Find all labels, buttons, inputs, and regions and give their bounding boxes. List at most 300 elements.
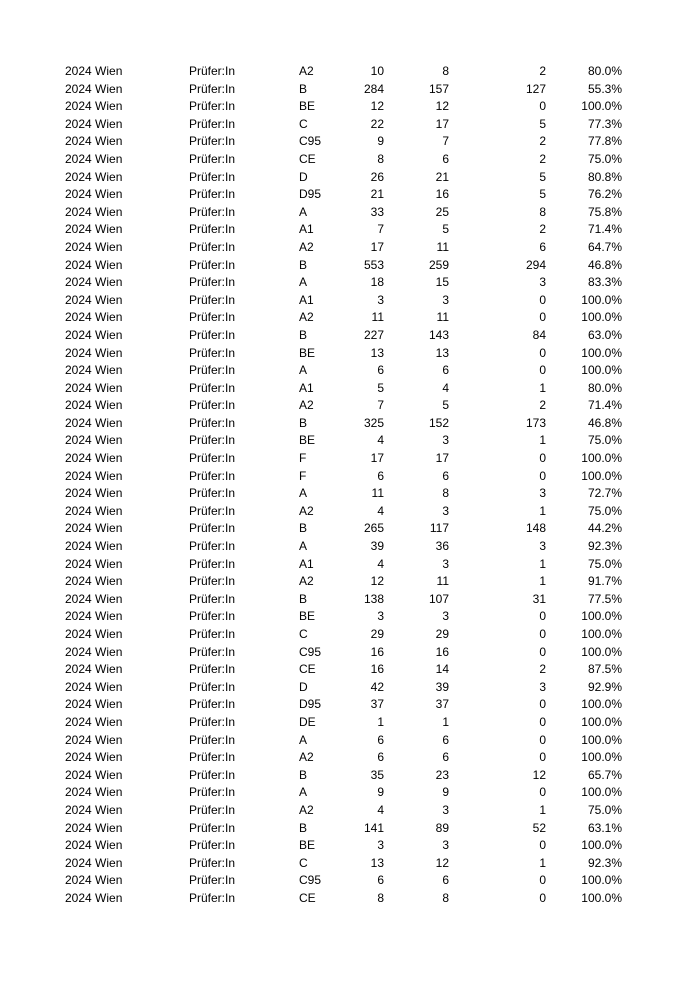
cell-pass-rate: 100.0% [581, 609, 622, 624]
cell-year-city: 2024 Wien [65, 890, 123, 905]
cell-role: Prüfer:In [189, 539, 236, 554]
cell-total: 4 [377, 433, 384, 448]
cell-failed: 84 [532, 327, 546, 342]
cell-passed: 6 [442, 468, 449, 483]
cell-year-city: 2024 Wien [65, 873, 123, 888]
cell-passed: 13 [435, 345, 449, 360]
cell-pass-rate: 100.0% [581, 363, 622, 378]
cell-pass-rate: 83.3% [587, 275, 622, 290]
cell-pass-rate: 100.0% [581, 697, 622, 712]
cell-failed: 0 [539, 363, 546, 378]
cell-license-class: D95 [299, 187, 322, 202]
cell-passed: 17 [435, 451, 449, 466]
cell-year-city: 2024 Wien [65, 257, 123, 272]
cell-year-city: 2024 Wien [65, 64, 123, 78]
cell-role: Prüfer:In [189, 732, 236, 747]
cell-license-class: B [299, 521, 308, 536]
cell-pass-rate: 63.0% [587, 327, 622, 342]
cell-total: 39 [370, 539, 384, 554]
cell-license-class: A2 [299, 802, 314, 817]
cell-total: 29 [370, 627, 384, 641]
cell-passed: 143 [428, 327, 449, 342]
table-row [0, 503, 700, 521]
cell-role: Prüfer:In [189, 838, 236, 853]
cell-license-class: D [299, 169, 308, 184]
cell-pass-rate: 100.0% [581, 873, 622, 888]
cell-passed: 3 [442, 556, 449, 571]
cell-year-city: 2024 Wien [65, 802, 123, 817]
cell-year-city: 2024 Wien [65, 750, 123, 765]
cell-license-class: A2 [299, 503, 314, 518]
table-row [0, 485, 700, 503]
cell-year-city: 2024 Wien [65, 187, 123, 202]
cell-license-class: A [299, 363, 308, 378]
cell-passed: 12 [435, 99, 449, 114]
cell-pass-rate: 65.7% [587, 767, 622, 782]
cell-pass-rate: 76.2% [587, 187, 622, 202]
cell-passed: 117 [429, 521, 449, 536]
cell-total: 8 [377, 890, 384, 905]
cell-passed: 11 [436, 310, 449, 325]
cell-year-city: 2024 Wien [65, 838, 123, 853]
cell-total: 8 [377, 151, 384, 166]
cell-failed: 0 [539, 714, 546, 729]
cell-year-city: 2024 Wien [65, 345, 123, 360]
cell-pass-rate: 77.8% [587, 134, 622, 149]
cell-role: Prüfer:In [189, 398, 236, 413]
cell-year-city: 2024 Wien [65, 451, 123, 466]
cell-license-class: A2 [299, 64, 314, 78]
cell-role: Prüfer:In [189, 327, 236, 342]
cell-year-city: 2024 Wien [65, 169, 123, 184]
cell-failed: 127 [525, 81, 546, 96]
cell-failed: 0 [539, 873, 546, 888]
cell-total: 3 [377, 292, 384, 307]
cell-year-city: 2024 Wien [65, 81, 123, 96]
cell-year-city: 2024 Wien [65, 486, 123, 501]
cell-pass-rate: 75.0% [587, 433, 622, 448]
cell-failed: 0 [539, 644, 546, 659]
table-row [0, 292, 700, 310]
cell-failed: 5 [539, 169, 546, 184]
cell-role: Prüfer:In [189, 767, 236, 782]
cell-pass-rate: 100.0% [581, 732, 622, 747]
table-row [0, 784, 700, 802]
cell-passed: 1 [442, 714, 449, 729]
table-row [0, 415, 700, 433]
cell-total: 3 [377, 609, 384, 624]
cell-role: Prüfer:In [189, 292, 236, 307]
cell-license-class: A [299, 275, 308, 290]
cell-license-class: CE [299, 151, 316, 166]
table-row [0, 450, 700, 468]
cell-role: Prüfer:In [189, 169, 236, 184]
cell-passed: 157 [428, 81, 449, 96]
cell-passed: 29 [435, 627, 449, 641]
cell-pass-rate: 100.0% [581, 345, 622, 360]
cell-total: 12 [370, 574, 384, 589]
cell-failed: 0 [539, 785, 546, 800]
cell-failed: 0 [539, 732, 546, 747]
table-row [0, 696, 700, 714]
cell-failed: 0 [539, 345, 546, 360]
cell-role: Prüfer:In [189, 556, 236, 571]
cell-role: Prüfer:In [189, 468, 236, 483]
cell-role: Prüfer:In [189, 116, 236, 131]
table-row [0, 345, 700, 363]
table-row [0, 608, 700, 626]
cell-failed: 5 [539, 187, 546, 202]
cell-pass-rate: 75.0% [587, 556, 622, 571]
cell-pass-rate: 100.0% [581, 838, 622, 853]
cell-passed: 17 [435, 116, 449, 131]
cell-year-city: 2024 Wien [65, 609, 123, 624]
cell-total: 13 [370, 855, 384, 870]
cell-pass-rate: 44.2% [587, 521, 622, 536]
cell-license-class: B [299, 81, 308, 96]
cell-total: 138 [363, 591, 384, 606]
cell-passed: 8 [442, 890, 449, 905]
cell-role: Prüfer:In [189, 662, 236, 677]
cell-year-city: 2024 Wien [65, 363, 123, 378]
cell-failed: 0 [539, 451, 546, 466]
cell-license-class: D [299, 679, 308, 694]
cell-role: Prüfer:In [189, 591, 236, 606]
cell-pass-rate: 91.7% [587, 574, 622, 589]
cell-year-city: 2024 Wien [65, 239, 123, 254]
cell-failed: 0 [539, 609, 546, 624]
cell-role: Prüfer:In [189, 785, 236, 800]
cell-role: Prüfer:In [189, 433, 236, 448]
cell-pass-rate: 100.0% [581, 451, 622, 466]
cell-pass-rate: 100.0% [581, 644, 622, 659]
cell-passed: 6 [442, 873, 449, 888]
cell-pass-rate: 64.7% [587, 239, 622, 254]
cell-pass-rate: 100.0% [581, 785, 622, 800]
cell-role: Prüfer:In [189, 134, 236, 149]
cell-license-class: B [299, 591, 308, 606]
cell-pass-rate: 80.8% [587, 169, 622, 184]
cell-total: 33 [370, 204, 384, 219]
cell-year-city: 2024 Wien [65, 415, 123, 430]
cell-failed: 2 [539, 64, 546, 78]
cell-role: Prüfer:In [189, 204, 236, 219]
cell-failed: 0 [539, 697, 546, 712]
cell-license-class: D95 [299, 697, 322, 712]
cell-failed: 0 [539, 292, 546, 307]
table-row [0, 274, 700, 292]
table-row [0, 432, 700, 450]
cell-passed: 152 [428, 415, 449, 430]
cell-pass-rate: 100.0% [581, 468, 622, 483]
cell-year-city: 2024 Wien [65, 151, 123, 166]
cell-license-class: C [299, 116, 308, 131]
cell-year-city: 2024 Wien [65, 222, 123, 237]
cell-passed: 6 [442, 363, 449, 378]
cell-total: 16 [370, 644, 384, 659]
cell-passed: 107 [428, 591, 449, 606]
cell-role: Prüfer:In [189, 81, 236, 96]
table-row [0, 661, 700, 679]
cell-year-city: 2024 Wien [65, 627, 123, 641]
cell-failed: 3 [539, 275, 546, 290]
table-row [0, 802, 700, 820]
cell-failed: 1 [539, 433, 546, 448]
cell-passed: 5 [442, 398, 449, 413]
cell-failed: 0 [539, 750, 546, 765]
cell-total: 5 [377, 380, 384, 395]
cell-license-class: F [299, 468, 307, 483]
table-row [0, 538, 700, 556]
cell-pass-rate: 87.5% [587, 662, 622, 677]
cell-license-class: A [299, 486, 308, 501]
table-row [0, 626, 700, 644]
cell-role: Prüfer:In [189, 890, 236, 905]
cell-license-class: C [299, 855, 308, 870]
cell-total: 4 [377, 802, 384, 817]
cell-passed: 6 [442, 732, 449, 747]
cell-year-city: 2024 Wien [65, 855, 123, 870]
cell-failed: 3 [539, 679, 546, 694]
cell-pass-rate: 100.0% [581, 890, 622, 905]
cell-year-city: 2024 Wien [65, 275, 123, 290]
cell-year-city: 2024 Wien [65, 310, 123, 325]
cell-year-city: 2024 Wien [65, 468, 123, 483]
cell-role: Prüfer:In [189, 151, 236, 166]
cell-role: Prüfer:In [189, 802, 236, 817]
cell-passed: 3 [442, 503, 449, 518]
cell-total: 11 [371, 310, 384, 325]
cell-total: 325 [363, 415, 384, 430]
cell-failed: 0 [539, 99, 546, 114]
table-row [0, 169, 700, 187]
cell-failed: 2 [539, 398, 546, 413]
cell-role: Prüfer:In [189, 99, 236, 114]
cell-total: 4 [377, 503, 384, 518]
cell-failed: 3 [539, 539, 546, 554]
cell-total: 11 [371, 486, 384, 501]
cell-license-class: A [299, 785, 308, 800]
cell-role: Prüfer:In [189, 187, 236, 202]
table-row [0, 98, 700, 116]
cell-role: Prüfer:In [189, 415, 236, 430]
cell-total: 3 [377, 838, 384, 853]
table-row [0, 327, 700, 345]
cell-total: 227 [363, 327, 384, 342]
cell-year-city: 2024 Wien [65, 521, 123, 536]
table-row [0, 520, 700, 538]
cell-failed: 0 [539, 627, 546, 641]
table-row [0, 820, 700, 838]
cell-license-class: A2 [299, 398, 314, 413]
cell-passed: 16 [435, 187, 449, 202]
table-row [0, 204, 700, 222]
cell-passed: 259 [428, 257, 449, 272]
cell-pass-rate: 100.0% [581, 99, 622, 114]
cell-total: 18 [370, 275, 384, 290]
cell-total: 141 [363, 820, 384, 835]
cell-license-class: BE [299, 345, 316, 360]
cell-pass-rate: 63.1% [587, 820, 622, 835]
table-row [0, 221, 700, 239]
cell-pass-rate: 100.0% [581, 627, 622, 641]
cell-role: Prüfer:In [189, 257, 236, 272]
cell-total: 17 [370, 239, 384, 254]
cell-year-city: 2024 Wien [65, 503, 123, 518]
cell-license-class: A [299, 539, 308, 554]
cell-total: 17 [370, 451, 384, 466]
cell-passed: 15 [435, 275, 449, 290]
cell-license-class: BE [299, 838, 316, 853]
cell-license-class: C95 [299, 644, 322, 659]
cell-pass-rate: 92.3% [587, 539, 622, 554]
cell-total: 16 [370, 662, 384, 677]
cell-pass-rate: 75.8% [587, 204, 622, 219]
cell-license-class: CE [299, 890, 316, 905]
cell-year-city: 2024 Wien [65, 767, 123, 782]
cell-passed: 6 [442, 151, 449, 166]
cell-role: Prüfer:In [189, 574, 236, 589]
cell-year-city: 2024 Wien [65, 785, 123, 800]
cell-license-class: A [299, 732, 308, 747]
cell-role: Prüfer:In [189, 64, 236, 78]
cell-role: Prüfer:In [189, 609, 236, 624]
cell-total: 265 [363, 521, 384, 536]
cell-total: 284 [363, 81, 384, 96]
cell-failed: 2 [539, 134, 546, 149]
cell-year-city: 2024 Wien [65, 820, 123, 835]
cell-failed: 294 [525, 257, 546, 272]
cell-passed: 8 [442, 64, 449, 78]
cell-failed: 1 [539, 380, 546, 395]
cell-failed: 8 [539, 204, 546, 219]
cell-pass-rate: 80.0% [587, 64, 622, 78]
cell-passed: 39 [435, 679, 449, 694]
cell-license-class: C95 [299, 134, 322, 149]
cell-role: Prüfer:In [189, 521, 236, 536]
cell-passed: 11 [436, 574, 449, 589]
cell-year-city: 2024 Wien [65, 380, 123, 395]
cell-license-class: B [299, 767, 308, 782]
cell-license-class: A1 [299, 556, 314, 571]
cell-failed: 52 [532, 820, 546, 835]
cell-license-class: A2 [299, 750, 314, 765]
table-row [0, 380, 700, 398]
cell-failed: 0 [539, 890, 546, 905]
cell-role: Prüfer:In [189, 503, 236, 518]
table-row [0, 186, 700, 204]
cell-failed: 31 [532, 591, 546, 606]
cell-role: Prüfer:In [189, 750, 236, 765]
cell-passed: 3 [442, 609, 449, 624]
table-row [0, 556, 700, 574]
cell-passed: 16 [435, 644, 449, 659]
cell-role: Prüfer:In [189, 644, 236, 659]
cell-passed: 8 [442, 486, 449, 501]
cell-license-class: B [299, 257, 308, 272]
cell-role: Prüfer:In [189, 855, 236, 870]
cell-passed: 11 [436, 239, 449, 254]
cell-year-city: 2024 Wien [65, 116, 123, 131]
table-row [0, 468, 700, 486]
cell-pass-rate: 72.7% [587, 486, 622, 501]
cell-pass-rate: 92.3% [587, 855, 622, 870]
table-row [0, 239, 700, 257]
cell-role: Prüfer:In [189, 310, 236, 325]
cell-role: Prüfer:In [189, 451, 236, 466]
cell-year-city: 2024 Wien [65, 99, 123, 114]
cell-total: 1 [377, 714, 384, 729]
cell-total: 4 [377, 556, 384, 571]
cell-failed: 2 [539, 662, 546, 677]
table-row [0, 591, 700, 609]
cell-year-city: 2024 Wien [65, 134, 123, 149]
cell-license-class: B [299, 327, 308, 342]
cell-role: Prüfer:In [189, 714, 236, 729]
cell-year-city: 2024 Wien [65, 398, 123, 413]
cell-role: Prüfer:In [189, 486, 236, 501]
cell-role: Prüfer:In [189, 820, 236, 835]
cell-total: 21 [370, 187, 384, 202]
cell-passed: 5 [442, 222, 449, 237]
table-row [0, 81, 700, 99]
cell-role: Prüfer:In [189, 239, 236, 254]
cell-pass-rate: 75.0% [587, 802, 622, 817]
cell-total: 42 [370, 679, 384, 694]
cell-failed: 1 [539, 802, 546, 817]
cell-pass-rate: 100.0% [581, 750, 622, 765]
cell-passed: 25 [435, 204, 449, 219]
cell-passed: 3 [442, 838, 449, 853]
table-row [0, 573, 700, 591]
table-row [0, 116, 700, 134]
table-row [0, 890, 700, 908]
table-row [0, 679, 700, 697]
cell-passed: 37 [435, 697, 449, 712]
cell-failed: 0 [539, 310, 546, 325]
cell-year-city: 2024 Wien [65, 556, 123, 571]
table-row [0, 644, 700, 662]
cell-license-class: CE [299, 662, 316, 677]
cell-passed: 9 [442, 785, 449, 800]
table-row [0, 362, 700, 380]
cell-license-class: A1 [299, 222, 314, 237]
cell-license-class: A1 [299, 292, 314, 307]
cell-pass-rate: 71.4% [587, 222, 622, 237]
cell-license-class: F [299, 451, 307, 466]
cell-license-class: A1 [299, 380, 314, 395]
data-table [0, 63, 700, 908]
cell-pass-rate: 80.0% [587, 380, 622, 395]
cell-year-city: 2024 Wien [65, 433, 123, 448]
cell-year-city: 2024 Wien [65, 292, 123, 307]
cell-role: Prüfer:In [189, 222, 236, 237]
cell-year-city: 2024 Wien [65, 732, 123, 747]
table-row [0, 767, 700, 785]
table-row [0, 872, 700, 890]
cell-pass-rate: 100.0% [581, 714, 622, 729]
table-row [0, 749, 700, 767]
cell-total: 9 [377, 134, 384, 149]
table-row [0, 837, 700, 855]
cell-year-city: 2024 Wien [65, 697, 123, 712]
cell-year-city: 2024 Wien [65, 204, 123, 219]
table-row [0, 397, 700, 415]
cell-license-class: B [299, 415, 308, 430]
cell-license-class: A2 [299, 574, 314, 589]
cell-passed: 89 [435, 820, 449, 835]
cell-license-class: DE [299, 714, 316, 729]
